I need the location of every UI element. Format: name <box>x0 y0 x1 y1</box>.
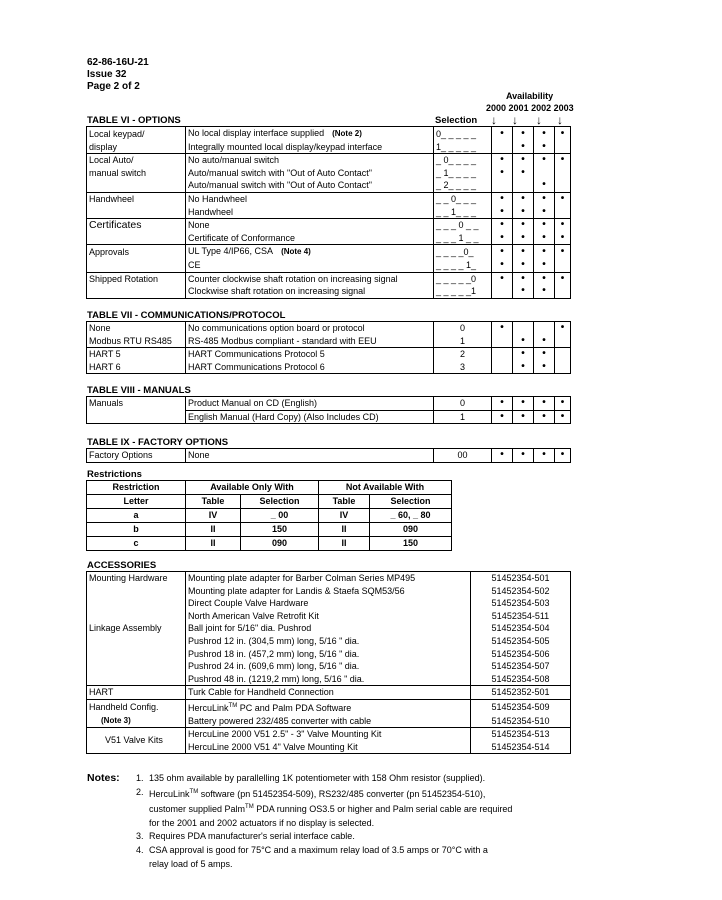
accessory-row <box>87 597 571 610</box>
protocol-row <box>87 361 571 374</box>
option-selection-code: _ _ _ 1 _ _ <box>434 232 492 245</box>
availability-dot-2002: • <box>534 179 555 192</box>
restriction-letter: a <box>87 509 186 523</box>
accessory-group-label <box>87 648 186 661</box>
protocol-description: RS-485 Modbus compliant - standard with EEU <box>186 335 434 348</box>
availability-dot-2002: • <box>534 219 555 232</box>
factory-option-row <box>87 449 571 463</box>
accessory-part-number: 51452354-501 <box>471 572 571 585</box>
restriction-row <box>87 523 452 537</box>
option-description: UL Type 4/IP66, CSA (Note 4) <box>186 245 434 259</box>
availability-dot-2002: • <box>534 397 555 411</box>
availability-dot-2002: • <box>534 361 555 374</box>
restrictions-table <box>86 480 452 551</box>
availability-dot-2000: • <box>492 322 513 335</box>
option-selection-code: _ 1_ _ _ _ <box>434 167 492 180</box>
availability-dot-2001 <box>513 179 534 192</box>
accessory-row <box>87 635 571 648</box>
protocol-label: None <box>87 322 186 335</box>
availability-dot-2003: • <box>555 449 571 463</box>
restriction-letter: c <box>87 537 186 551</box>
option-group-label: Shipped Rotation <box>87 272 186 285</box>
availability-dot-2002: • <box>534 154 555 167</box>
doc-number: 62-86-16U-21 <box>87 57 149 68</box>
availability-dot-2001: • <box>513 361 534 374</box>
availability-dot-2002: • <box>534 141 555 154</box>
availability-dot-2003: • <box>555 410 571 424</box>
availability-dot-2002: • <box>534 245 555 259</box>
availability-dot-2001: • <box>513 272 534 285</box>
accessory-part-number: 51452354-506 <box>471 648 571 661</box>
factory-options-label: Factory Options <box>87 449 186 463</box>
option-group-label: Approvals <box>87 245 186 259</box>
availability-dot-2001: • <box>513 141 534 154</box>
availability-dot-2002: • <box>534 232 555 245</box>
option-group-label: manual switch <box>87 167 186 180</box>
accessory-description: HercuLine 2000 V51 2.5" - 3" Valve Mounting Kit <box>186 728 471 741</box>
col-not-available-with: Not Available With <box>319 481 452 495</box>
accessory-group-label <box>87 597 186 610</box>
availability-dot-2002: • <box>534 206 555 219</box>
protocol-row <box>87 322 571 335</box>
accessory-description: Battery powered 232/485 converter with cable <box>186 715 471 728</box>
accessory-group-label <box>87 585 186 598</box>
availability-years <box>486 103 574 113</box>
protocol-description: HART Communications Protocol 5 <box>186 348 434 361</box>
note-2: 2. HercuLink™ software (pn 51452354-509), RS232/485 converter (pn 51452354-510), customer supplied Palm™ PDA running OS3.5 or higher and Palm serial cable are required for the 2001 and 2002 actuators if no display is selected. <box>136 786 513 828</box>
protocol-label: Modbus RTU RS485 <box>87 335 186 348</box>
availability-dot-2001: • <box>513 348 534 361</box>
col-letter: Letter <box>87 495 186 509</box>
protocol-label: HART 6 <box>87 361 186 374</box>
availability-dot-2000: • <box>492 397 513 411</box>
accessory-part-number: 51452354-503 <box>471 597 571 610</box>
protocol-description: HART Communications Protocol 6 <box>186 361 434 374</box>
availability-dot-2002: • <box>534 192 555 205</box>
availability-dot-2003: • <box>555 322 571 335</box>
restriction-avail-table: II <box>186 537 241 551</box>
option-group-label: Local Auto/ <box>87 154 186 167</box>
manual-selection-code: 1 <box>434 410 492 424</box>
factory-option-selection-code: 00 <box>434 449 492 463</box>
option-row <box>87 272 571 285</box>
restriction-avail-table: II <box>186 523 241 537</box>
availability-dot-2000: • <box>492 232 513 245</box>
option-description: No auto/manual switch <box>186 154 434 167</box>
manual-description: Product Manual on CD (English) <box>186 397 434 411</box>
protocol-description: No communications option board or protocol <box>186 322 434 335</box>
availability-dot-2002: • <box>534 259 555 272</box>
availability-dot-2000: • <box>492 245 513 259</box>
year-2003: 2003 <box>553 103 574 113</box>
availability-dot-2000 <box>492 141 513 154</box>
option-selection-code: _ _ _ _ _0 <box>434 272 492 285</box>
availability-dot-2001: • <box>513 127 534 141</box>
col-table: Table <box>186 495 241 509</box>
col-restriction: Restriction <box>87 481 186 495</box>
accessory-description: Pushrod 12 in. (304,5 mm) long, 5/16 " dia. <box>186 635 471 648</box>
restriction-row <box>87 537 452 551</box>
restriction-not-sel: 150 <box>370 537 452 551</box>
option-row <box>87 141 571 154</box>
option-row <box>87 245 571 259</box>
arrow-down-icon: ↓ <box>512 113 518 127</box>
option-description: Handwheel <box>186 206 434 219</box>
accessory-part-number: 51452354-508 <box>471 673 571 686</box>
availability-dot-2002: • <box>534 335 555 348</box>
accessory-part-number: 51452354-513 <box>471 728 571 741</box>
restriction-avail-sel: 150 <box>241 523 319 537</box>
option-selection-code: _ _ 1_ _ _ <box>434 206 492 219</box>
availability-dot-2002 <box>534 167 555 180</box>
accessory-part-number: 51452354-504 <box>471 622 571 635</box>
manual-row <box>87 410 571 424</box>
option-selection-code: _ 2_ _ _ _ <box>434 179 492 192</box>
accessory-group-label: Linkage Assembly <box>87 622 186 635</box>
availability-dot-2003 <box>555 259 571 272</box>
col-available-only-with: Available Only With <box>186 481 319 495</box>
option-row <box>87 179 571 192</box>
accessory-part-number: 51452354-511 <box>471 610 571 623</box>
availability-dot-2002: • <box>534 285 555 298</box>
availability-dot-2002: • <box>534 449 555 463</box>
option-group-label: display <box>87 141 186 154</box>
option-group-label: Handwheel <box>87 192 186 205</box>
factory-option-description: None <box>186 449 434 463</box>
option-selection-code: 1_ _ _ _ _ <box>434 141 492 154</box>
restriction-letter: b <box>87 523 186 537</box>
availability-dot-2000: • <box>492 167 513 180</box>
availability-dot-2002: • <box>534 348 555 361</box>
restriction-avail-table: IV <box>186 509 241 523</box>
availability-dot-2001: • <box>513 259 534 272</box>
option-description: Auto/manual switch with "Out of Auto Contact" <box>186 179 434 192</box>
availability-dot-2000 <box>492 179 513 192</box>
accessories-table <box>86 571 571 754</box>
accessory-row <box>87 686 571 700</box>
option-description: No Handwheel <box>186 192 434 205</box>
availability-dot-2001: • <box>513 449 534 463</box>
availability-dot-2001: • <box>513 167 534 180</box>
accessories-title: ACCESSORIES <box>87 560 157 571</box>
availability-dot-2000 <box>492 361 513 374</box>
accessory-row <box>87 648 571 661</box>
option-group-label: Certificates <box>87 219 186 232</box>
restrictions-title: Restrictions <box>87 469 142 480</box>
accessory-row <box>87 673 571 686</box>
option-selection-code: _ 0_ _ _ _ <box>434 154 492 167</box>
table6-options <box>86 126 571 299</box>
availability-dot-2003 <box>555 206 571 219</box>
option-group-label <box>87 259 186 272</box>
restriction-avail-sel: _ 00 <box>241 509 319 523</box>
note-4: 4. CSA approval is good for 75°C and a maximum relay load of 3.5 amps or 70°C with a relay load of 5 amps. <box>136 844 488 869</box>
option-description: None <box>186 219 434 232</box>
accessory-row <box>87 660 571 673</box>
table8-manuals <box>86 396 571 424</box>
availability-dot-2003: • <box>555 154 571 167</box>
accessory-description: Pushrod 18 in. (457,2 mm) long, 5/16 " dia. <box>186 648 471 661</box>
accessory-row <box>87 622 571 635</box>
accessory-group-label <box>87 673 186 686</box>
accessory-part-number: 51452354-514 <box>471 741 571 754</box>
availability-dot-2002: • <box>534 127 555 141</box>
year-2002: 2002 <box>531 103 552 113</box>
table9-factory-options <box>86 448 571 463</box>
option-description: Auto/manual switch with "Out of Auto Contact" <box>186 167 434 180</box>
option-description: No local display interface supplied (Note 2) <box>186 127 434 141</box>
accessory-description: North American Valve Retrofit Kit <box>186 610 471 623</box>
accessory-row <box>87 715 571 728</box>
availability-dot-2001: • <box>513 397 534 411</box>
accessory-part-number: 51452354-507 <box>471 660 571 673</box>
accessory-group-label <box>87 635 186 648</box>
availability-dot-2001: • <box>513 335 534 348</box>
availability-dot-2003: • <box>555 245 571 259</box>
arrow-down-icon: ↓ <box>557 113 563 127</box>
option-selection-code: _ _ _ _ 1_ <box>434 259 492 272</box>
restriction-not-table: II <box>319 523 370 537</box>
accessory-description: Direct Couple Valve Hardware <box>186 597 471 610</box>
option-row <box>87 259 571 272</box>
availability-dot-2001: • <box>513 245 534 259</box>
availability-dot-2000: • <box>492 154 513 167</box>
availability-dot-2000: • <box>492 219 513 232</box>
accessory-row <box>87 585 571 598</box>
issue-number: Issue 32 <box>87 69 127 80</box>
availability-dot-2001: • <box>513 192 534 205</box>
availability-dot-2003 <box>555 285 571 298</box>
option-description: Certificate of Conformance <box>186 232 434 245</box>
accessory-description: Pushrod 48 in. (1219,2 mm) long, 5/16 " dia. <box>186 673 471 686</box>
availability-dot-2001: • <box>513 285 534 298</box>
availability-dot-2001: • <box>513 154 534 167</box>
option-group-label: Local keypad/ <box>87 127 186 141</box>
accessory-group-label: HART <box>87 686 186 700</box>
accessory-description: Mounting plate adapter for Barber Colman Series MP495 <box>186 572 471 585</box>
option-description: Integrally mounted local display/keypad interface <box>186 141 434 154</box>
option-selection-code: _ _ 0_ _ _ <box>434 192 492 205</box>
availability-dot-2003: • <box>555 219 571 232</box>
availability-dot-2000: • <box>492 127 513 141</box>
accessory-group-label: (Note 3) <box>87 715 186 728</box>
availability-label: Availability <box>506 91 554 101</box>
protocol-selection-code: 0 <box>434 322 492 335</box>
protocol-label: HART 5 <box>87 348 186 361</box>
option-description: CE <box>186 259 434 272</box>
protocol-row <box>87 348 571 361</box>
availability-dot-2001: • <box>513 410 534 424</box>
table9-title: TABLE IX - FACTORY OPTIONS <box>87 437 229 448</box>
option-selection-code: 0_ _ _ _ _ <box>434 127 492 141</box>
accessory-description: Pushrod 24 in. (609,6 mm) long, 5/16 " dia. <box>186 660 471 673</box>
availability-dot-2003 <box>555 141 571 154</box>
option-group-label <box>87 206 186 219</box>
col-selection: Selection <box>370 495 452 509</box>
protocol-selection-code: 2 <box>434 348 492 361</box>
availability-dot-2003: • <box>555 127 571 141</box>
restriction-row <box>87 509 452 523</box>
table7-title: TABLE VII - COMMUNICATIONS/PROTOCOL <box>87 310 286 321</box>
availability-dot-2003 <box>555 335 571 348</box>
availability-dot-2000 <box>492 335 513 348</box>
option-row <box>87 219 571 232</box>
option-group-label <box>87 285 186 298</box>
accessory-part-number: 51452354-509 <box>471 699 571 714</box>
option-row <box>87 154 571 167</box>
table8-title: TABLE VIII - MANUALS <box>87 385 191 396</box>
availability-dot-2001: • <box>513 219 534 232</box>
availability-dot-2003: • <box>555 272 571 285</box>
availability-dot-2000: • <box>492 192 513 205</box>
availability-dot-2003: • <box>555 232 571 245</box>
accessory-row <box>87 610 571 623</box>
manual-row <box>87 397 571 411</box>
accessory-row <box>87 728 571 741</box>
restriction-not-sel: 090 <box>370 523 452 537</box>
protocol-selection-code: 3 <box>434 361 492 374</box>
option-selection-code: _ _ _ _ _1 <box>434 285 492 298</box>
note-1: 1. 135 ohm available by parallelling 1K potentiometer with 158 Ohm resistor (supplied). <box>136 773 486 783</box>
option-row <box>87 206 571 219</box>
option-row <box>87 127 571 141</box>
availability-dot-2000: • <box>492 206 513 219</box>
accessory-description: Ball joint for 5/16" dia. Pushrod <box>186 622 471 635</box>
selection-header: Selection <box>435 115 478 126</box>
accessory-group-label <box>87 610 186 623</box>
page-number: Page 2 of 2 <box>87 81 140 92</box>
option-row <box>87 192 571 205</box>
arrow-down-icon: ↓ <box>491 113 497 127</box>
year-2001: 2001 <box>508 103 529 113</box>
accessory-description: HercuLink™ PC and Palm PDA Software <box>186 699 471 714</box>
accessory-description: HercuLine 2000 V51 4" Valve Mounting Kit <box>186 741 471 754</box>
accessory-row <box>87 572 571 585</box>
availability-dot-2002: • <box>534 272 555 285</box>
availability-dot-2000: • <box>492 449 513 463</box>
table6-title: TABLE VI - OPTIONS <box>87 115 181 126</box>
availability-dot-2001: • <box>513 232 534 245</box>
availability-dot-2001: • <box>513 206 534 219</box>
option-selection-code: _ _ _ _0_ <box>434 245 492 259</box>
option-row <box>87 167 571 180</box>
availability-dot-2000 <box>492 285 513 298</box>
accessory-group-label <box>87 660 186 673</box>
manual-description: English Manual (Hard Copy) (Also Includes CD) <box>186 410 434 424</box>
protocol-row <box>87 335 571 348</box>
availability-dot-2000: • <box>492 259 513 272</box>
col-selection: Selection <box>241 495 319 509</box>
manuals-label <box>87 410 186 424</box>
option-group-label <box>87 179 186 192</box>
availability-dot-2002 <box>534 322 555 335</box>
accessory-row <box>87 699 571 714</box>
accessory-part-number: 51452352-501 <box>471 686 571 700</box>
accessory-description: Mounting plate adapter for Landis & Staefa SQM53/56 <box>186 585 471 598</box>
manuals-label: Manuals <box>87 397 186 411</box>
restriction-not-table: IV <box>319 509 370 523</box>
restriction-avail-sel: 090 <box>241 537 319 551</box>
option-row <box>87 285 571 298</box>
option-row <box>87 232 571 245</box>
year-2000: 2000 <box>486 103 507 113</box>
accessory-part-number: 51452354-510 <box>471 715 571 728</box>
availability-dot-2000: • <box>492 272 513 285</box>
availability-dot-2003: • <box>555 397 571 411</box>
document-header <box>87 57 149 93</box>
arrow-down-icon: ↓ <box>536 113 542 127</box>
accessory-group-label: Mounting Hardware <box>87 572 186 585</box>
protocol-selection-code: 1 <box>434 335 492 348</box>
option-description: Clockwise shaft rotation on increasing signal <box>186 285 434 298</box>
restriction-not-table: II <box>319 537 370 551</box>
option-description: Counter clockwise shaft rotation on increasing signal <box>186 272 434 285</box>
availability-dot-2003 <box>555 361 571 374</box>
availability-dot-2002: • <box>534 410 555 424</box>
restriction-not-sel: _ 60, _ 80 <box>370 509 452 523</box>
availability-dot-2003 <box>555 167 571 180</box>
accessory-description: Turk Cable for Handheld Connection <box>186 686 471 700</box>
availability-dot-2003 <box>555 348 571 361</box>
accessory-group-label: Handheld Config. <box>87 699 186 714</box>
note-3: 3. Requires PDA manufacturer's serial interface cable. <box>136 831 355 842</box>
availability-dot-2003: • <box>555 192 571 205</box>
option-group-label <box>87 232 186 245</box>
accessory-group-label: V51 Valve Kits <box>87 734 186 747</box>
availability-dot-2000 <box>492 348 513 361</box>
option-selection-code: _ _ _ 0 _ _ <box>434 219 492 232</box>
availability-dot-2000: • <box>492 410 513 424</box>
availability-dot-2003 <box>555 179 571 192</box>
table7-communications <box>86 321 571 374</box>
accessory-part-number: 51452354-502 <box>471 585 571 598</box>
notes-label: Notes: <box>87 772 120 784</box>
availability-dot-2001 <box>513 322 534 335</box>
manual-selection-code: 0 <box>434 397 492 411</box>
col-table: Table <box>319 495 370 509</box>
accessory-part-number: 51452354-505 <box>471 635 571 648</box>
